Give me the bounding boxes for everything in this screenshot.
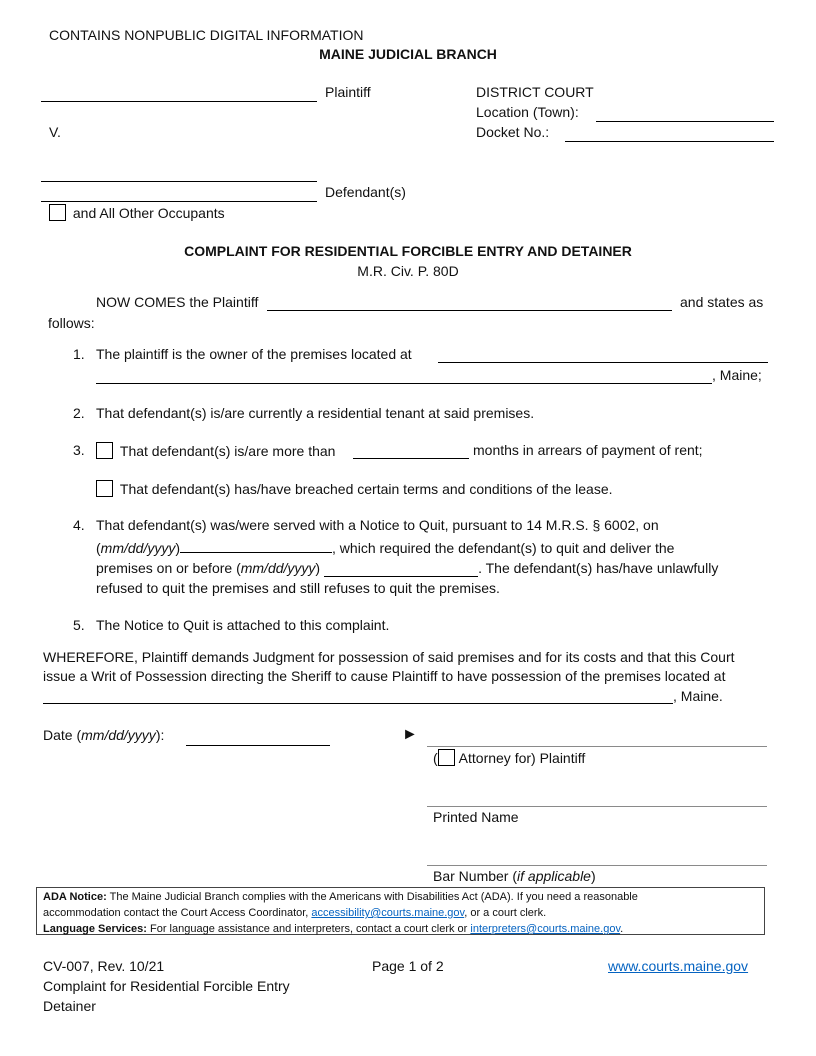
- footer-title-line-1: Complaint for Residential Forcible Entry: [43, 978, 290, 994]
- notice-served-date-field[interactable]: [180, 538, 332, 553]
- bar-number-italic: if applicable: [517, 868, 591, 884]
- item-4-number: 4.: [73, 517, 85, 533]
- quit-date-pre: premises on or before (: [96, 560, 241, 576]
- ada-text: The Maine Judicial Branch complies with the Americans with Disabilities Act (ADA). If you need a reasonable: [106, 891, 638, 903]
- page-number: Page 1 of 2: [372, 958, 444, 974]
- arrears-option[interactable]: [96, 442, 335, 459]
- attorney-checkbox[interactable]: [438, 749, 455, 766]
- language-end: .: [620, 923, 624, 935]
- item-3-number: 3.: [73, 442, 85, 458]
- states-as-text: and states as: [680, 294, 764, 310]
- quit-by-date-field[interactable]: [324, 559, 478, 577]
- months-arrears-field[interactable]: [353, 458, 469, 459]
- complaint-title: COMPLAINT FOR RESIDENTIAL FORCIBLE ENTRY AND DETAINER: [184, 243, 632, 259]
- item-4-line-1: That defendant(s) was/were served with a Notice to Quit, pursuant to 14 M.R.S. § 6002, on: [96, 517, 659, 533]
- date-open: (: [96, 540, 101, 556]
- date-format: mm/dd/yyyy: [100, 540, 176, 556]
- item-1-number: 1.: [73, 346, 85, 362]
- wherefore-line-2: issue a Writ of Possession directing the Sheriff to cause Plaintiff to have possession of the premises located at: [43, 668, 726, 684]
- plaintiff-name-field[interactable]: [41, 101, 317, 102]
- ada-line-2: [43, 905, 758, 921]
- follows-text: follows:: [48, 315, 95, 331]
- date-label-post: ):: [155, 727, 165, 743]
- docket-label: Docket No.:: [476, 124, 550, 140]
- plaintiff-label: Plaintiff: [325, 84, 371, 100]
- defendant-name-field[interactable]: [41, 181, 317, 182]
- printed-name-label: Printed Name: [433, 809, 519, 825]
- language-text: For language assistance and interpreters, contact a court clerk or: [146, 923, 471, 935]
- item-2-number: 2.: [73, 405, 85, 421]
- court-name: DISTRICT COURT: [476, 84, 594, 100]
- wherefore-end: , Maine.: [673, 688, 723, 704]
- now-comes-text: NOW COMES the Plaintiff: [96, 294, 259, 310]
- ada-notice-box: [36, 887, 765, 935]
- footer-title-line-2: Detainer: [43, 998, 96, 1014]
- item-5-number: 5.: [73, 617, 85, 633]
- premises-address-field[interactable]: [438, 362, 768, 363]
- bar-number-post: ): [590, 868, 596, 884]
- bar-number-pre: Bar Number (: [433, 868, 518, 884]
- confidential-notice: CONTAINS NONPUBLIC DIGITAL INFORMATION: [49, 27, 364, 43]
- attorney-open: (: [433, 750, 438, 766]
- item-4-line-2-post: , which required the defendant(s) to quit and deliver the: [332, 540, 675, 556]
- interpreters-email-link[interactable]: interpreters@courts.maine.gov: [470, 923, 621, 935]
- branch-heading: MAINE JUDICIAL BRANCH: [319, 46, 497, 62]
- arrears-text-post: months in arrears of payment of rent;: [473, 442, 703, 458]
- rule-reference: M.R. Civ. P. 80D: [357, 263, 459, 279]
- defendant-name-field-2[interactable]: [41, 201, 317, 202]
- item-1-text: The plaintiff is the owner of the premises located at: [96, 346, 412, 362]
- quit-date-format: mm/dd/yyyy: [240, 560, 316, 576]
- arrears-text-pre: That defendant(s) is/are more than: [119, 443, 336, 459]
- occupants-option[interactable]: [49, 204, 225, 221]
- ada-line-1: [43, 889, 758, 905]
- language-label: Language Services:: [43, 923, 147, 935]
- breach-option[interactable]: [96, 480, 613, 497]
- breach-text: That defendant(s) has/have breached certain terms and conditions of the lease.: [119, 481, 613, 497]
- bar-number-label: [433, 868, 596, 884]
- item-4-line-3-post: . The defendant(s) has/have unlawfully: [478, 560, 719, 576]
- attorney-line: [433, 749, 585, 766]
- item-2-text: That defendant(s) is/are currently a residential tenant at said premises.: [96, 405, 535, 421]
- attorney-label: Attorney for) Plaintiff: [458, 750, 586, 766]
- item-5-text: The Notice to Quit is attached to this complaint.: [96, 617, 390, 633]
- premises-address-field-2[interactable]: [96, 383, 712, 384]
- bar-number-field[interactable]: [427, 865, 767, 866]
- signature-date-field[interactable]: [186, 745, 330, 746]
- date-label: [43, 727, 164, 743]
- breach-checkbox[interactable]: [96, 480, 113, 497]
- printed-name-field[interactable]: [427, 806, 767, 807]
- wherefore-line-1: WHEREFORE, Plaintiff demands Judgment for possession of said premises and for its costs and that this Court: [43, 649, 735, 665]
- location-label: Location (Town):: [476, 104, 579, 120]
- versus-label: V.: [49, 124, 61, 140]
- accessibility-email-link[interactable]: accessibility@courts.maine.gov: [311, 907, 465, 919]
- date-label-pre: Date (: [43, 727, 82, 743]
- signature-arrow-icon: ►: [402, 726, 418, 743]
- plaintiff-intro-field[interactable]: [267, 310, 672, 311]
- ada-text-2: accommodation contact the Court Access Coordinator,: [43, 907, 312, 919]
- date-label-format: mm/dd/yyyy: [81, 727, 156, 743]
- website-link[interactable]: www.courts.maine.gov: [608, 958, 749, 974]
- item-4-line-3: [96, 559, 718, 577]
- occupants-label: and All Other Occupants: [72, 205, 225, 221]
- arrears-checkbox[interactable]: [96, 442, 113, 459]
- item-4-line-2: [96, 538, 674, 556]
- quit-date-close: ): [315, 560, 321, 576]
- defendant-label: Defendant(s): [325, 184, 406, 200]
- form-id: CV-007, Rev. 10/21: [43, 958, 165, 974]
- item-1-end: , Maine;: [712, 367, 762, 383]
- ada-label: ADA Notice:: [43, 891, 107, 903]
- writ-premises-field[interactable]: [43, 703, 673, 704]
- ada-text-3: , or a court clerk.: [464, 907, 547, 919]
- item-4-line-4: refused to quit the premises and still refuses to quit the premises.: [96, 580, 500, 596]
- occupants-checkbox[interactable]: [49, 204, 66, 221]
- docket-field[interactable]: [565, 141, 774, 142]
- location-field[interactable]: [596, 121, 774, 122]
- date-close: ): [175, 540, 181, 556]
- signature-field[interactable]: [427, 746, 767, 747]
- language-services-line: [43, 921, 758, 937]
